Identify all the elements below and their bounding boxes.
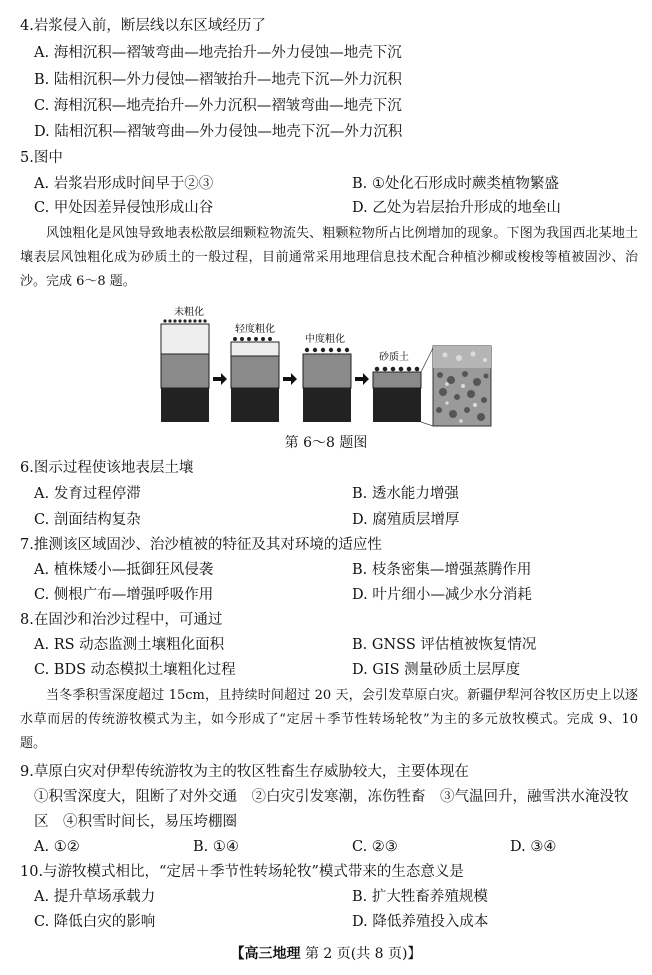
q5-option-c: C. 甲处因差异侵蚀形成山谷 xyxy=(34,200,214,216)
q9-statements-line2: 区 ④积雪时间长，易压垮棚圈 xyxy=(34,814,237,830)
q7-option-b: B. 枝条密集—增强蒸腾作用 xyxy=(352,562,532,578)
soil-coarsening-figure xyxy=(155,300,495,430)
q10-option-d: D. 降低养殖投入成本 xyxy=(352,914,489,930)
figure-caption: 第 6～8 题图 xyxy=(284,435,368,451)
q5-option-a: A. 岩浆岩形成时间早于②③ xyxy=(34,176,214,192)
stage-moderate xyxy=(303,332,351,422)
q4-option-d: D. 陆相沉积—褶皱弯曲—外力侵蚀—地壳下沉—外力沉积 xyxy=(34,124,403,140)
q9-stem: 9.草原白灾对伊犁传统游牧为主的牧区牲畜生存威胁较大，主要体现在 xyxy=(20,764,469,780)
q5-option-b: B. ①处化石形成时蕨类植物繁盛 xyxy=(352,176,559,192)
arrow-right-icon xyxy=(213,373,227,385)
q10-option-a: A. 提升草场承载力 xyxy=(34,889,156,905)
q8-option-c: C. BDS 动态模拟土壤粗化过程 xyxy=(34,662,236,678)
q10-option-c: C. 降低白灾的影响 xyxy=(34,914,156,930)
stage-uncoarsened xyxy=(161,305,209,422)
q6-option-a: A. 发育过程停滞 xyxy=(34,486,141,502)
q4-stem: 4.岩浆侵入前，断层线以东区域经历了 xyxy=(20,18,266,34)
q4-option-c: C. 海相沉积—地壳抬升—外力沉积—褶皱弯曲—地壳下沉 xyxy=(34,98,402,114)
stage-mild xyxy=(231,322,279,422)
page-footer xyxy=(0,943,652,963)
q10-option-b: B. 扩大牲畜养殖规模 xyxy=(352,889,488,905)
soil-texture-image xyxy=(433,346,491,426)
passage-6-8-text: 风蚀粗化是风蚀导致地表松散层细颗粒物流失、粗颗粒物所占比例增加的现象。下图为我国西北某地土壤表层风蚀粗化成为砂质土的一般过程，目前通常采用地理信息技术配合种植沙柳或梭梭等植被固沙、治沙。完成 6～8 题。 xyxy=(20,226,638,289)
passage-6-8 xyxy=(20,222,638,294)
q9-option-d: D. ③④ xyxy=(510,839,557,855)
q4-option-a: A. 海相沉积—褶皱弯曲—地壳抬升—外力侵蚀—地壳下沉 xyxy=(34,45,402,61)
q8-stem: 8.在固沙和治沙过程中，可通过 xyxy=(20,612,223,628)
label-sandy: 砂质土 xyxy=(379,352,409,363)
q4-option-b: B. 陆相沉积—外力侵蚀—褶皱抬升—地壳下沉—外力沉积 xyxy=(34,72,402,88)
arrow-right-icon xyxy=(283,373,297,385)
footer-page-number: 第 2 页(共 8 页)】 xyxy=(304,946,422,962)
stage-sandy xyxy=(373,348,433,426)
q9-option-a: A. ①② xyxy=(34,839,80,855)
q5-option-d: D. 乙处为岩层抬升形成的地垒山 xyxy=(352,200,561,216)
passage-9-10 xyxy=(20,684,638,756)
q5-stem: 5.图中 xyxy=(20,150,63,166)
q9-option-b: B. ①④ xyxy=(193,839,239,855)
q7-option-c: C. 侧根广布—增强呼吸作用 xyxy=(34,587,214,603)
q7-option-d: D. 叶片细小—减少水分消耗 xyxy=(352,587,532,603)
passage-9-10-text: 当冬季积雪深度超过 15cm，且持续时间超过 20 天，会引发草原白灾。新疆伊犁河谷牧区历史上以逐水草而居的传统游牧模式为主，如今形成了“定居＋季节性转场轮牧”为主的多元放牧模式。完成 9、10 题。 xyxy=(20,688,638,751)
q6-option-c: C. 剖面结构复杂 xyxy=(34,512,141,528)
footer-subject: 【高三地理 xyxy=(230,946,301,962)
q8-option-a: A. RS 动态监测土壤粗化面积 xyxy=(34,637,225,653)
label-mild: 轻度粗化 xyxy=(235,324,275,335)
q6-option-d: D. 腐殖质层增厚 xyxy=(352,512,460,528)
q6-stem: 6.图示过程使该地表层土壤 xyxy=(20,460,194,476)
q7-stem: 7.推测该区域固沙、治沙植被的特征及其对环境的适应性 xyxy=(20,537,382,553)
q8-option-b: B. GNSS 评估植被恢复情况 xyxy=(352,637,537,653)
q6-option-b: B. 透水能力增强 xyxy=(352,486,459,502)
arrow-right-icon xyxy=(355,373,369,385)
q9-statements-line1: ①积雪深度大，阻断了对外交通 ②白灾引发寒潮，冻伤牲畜 ③气温回升，融雪洪水淹没牧 xyxy=(34,789,629,805)
q9-option-c: C. ②③ xyxy=(352,839,398,855)
label-moderate: 中度粗化 xyxy=(305,334,345,345)
q8-option-d: D. GIS 测量砂质土层厚度 xyxy=(352,662,521,678)
q10-stem: 10.与游牧模式相比，“定居＋季节性转场轮牧”模式带来的生态意义是 xyxy=(20,864,464,880)
label-uncoarsened: 未粗化 xyxy=(174,307,204,318)
q7-option-a: A. 植株矮小—抵御狂风侵袭 xyxy=(34,562,214,578)
